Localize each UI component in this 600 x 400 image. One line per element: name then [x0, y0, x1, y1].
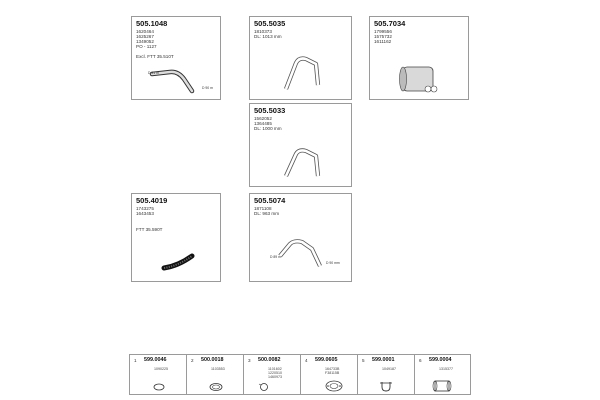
pipe-bend-drawing: [132, 17, 222, 101]
accessory-ref: 1049187: [382, 367, 396, 371]
flex-hose-drawing: [132, 194, 222, 283]
part-ref: 1575732: [374, 34, 392, 39]
part-note: FTT 35.590T: [136, 227, 163, 232]
pipe-drawing: [250, 104, 353, 188]
accessory-index: 2: [191, 358, 194, 363]
part-ref: DL: 1013 mm: [254, 34, 282, 39]
part-ref: 1810373: [254, 29, 272, 34]
part-card-505-4019[interactable]: [131, 193, 221, 282]
part-ref: 1349052: [136, 39, 154, 44]
part-ref: DL: 963 mm: [254, 211, 280, 216]
muffler-drawing: [370, 17, 470, 101]
part-ref: 1620464: [136, 29, 154, 34]
flange-gasket-icon: [301, 355, 358, 394]
part-card-505-5033[interactable]: [249, 103, 352, 187]
accessory-cell[interactable]: [130, 355, 187, 394]
part-code: 505.1048: [136, 19, 168, 28]
dimension-label: D 89 m: [270, 255, 281, 259]
accessory-ref: F38115B: [325, 371, 340, 375]
dimension-label: D 81 m: [148, 71, 159, 75]
accessory-ref: 1315377: [439, 367, 453, 371]
accessory-cell[interactable]: [244, 355, 301, 394]
accessory-index: 5: [362, 358, 365, 363]
accessory-ref: 164733B: [325, 367, 340, 371]
accessory-index: 6: [419, 358, 422, 363]
part-ref: 1625267: [136, 34, 154, 39]
part-code: 505.7034: [374, 19, 406, 28]
accessory-cell[interactable]: [358, 355, 415, 394]
accessory-ref: 1090225: [154, 367, 168, 371]
part-card-505-7034[interactable]: [369, 16, 469, 100]
part-ref: PO - 1127: [136, 44, 157, 49]
u-bolt-icon: [358, 355, 415, 394]
part-card-505-5035[interactable]: [249, 16, 352, 100]
accessory-ref: 1101602: [268, 367, 282, 371]
gasket-ring-icon: [187, 355, 244, 394]
accessory-code: 599.0001: [372, 357, 395, 363]
sleeve-connector-icon: [415, 355, 472, 394]
accessory-code: 500.0018: [201, 357, 224, 363]
part-ref: 1611162: [374, 39, 392, 44]
accessory-ref: 1460973: [268, 375, 282, 379]
part-card-505-1048[interactable]: [131, 16, 221, 100]
accessory-code: 599.0046: [144, 357, 167, 363]
part-code: 505.4019: [136, 196, 168, 205]
part-ref: 1364485: [254, 121, 272, 126]
accessory-cell[interactable]: [187, 355, 244, 394]
accessory-ref: 1103553: [211, 367, 225, 371]
accessory-code: 599.0605: [315, 357, 338, 363]
part-ref: 1562052: [254, 116, 272, 121]
part-ref: 1799556: [374, 29, 392, 34]
part-ref: 1871108: [254, 206, 272, 211]
part-code: 505.5033: [254, 106, 286, 115]
accessory-ref: 1220510: [268, 371, 282, 375]
part-ref: 1643453: [136, 211, 154, 216]
pipe-drawing: [250, 194, 353, 283]
accessory-code: 500.0082: [258, 357, 281, 363]
part-ref: DL: 1000 mm: [254, 126, 282, 131]
accessory-index: 1: [134, 358, 137, 363]
dimension-label: D 90 mm: [326, 261, 340, 265]
part-note: Excl. FTT 35.510T: [136, 54, 174, 59]
pipe-drawing: [250, 17, 353, 101]
part-ref: 1743275: [136, 206, 154, 211]
accessory-code: 599.0004: [429, 357, 452, 363]
part-card-505-5074[interactable]: [249, 193, 352, 282]
part-code: 505.5074: [254, 196, 286, 205]
dimension-label: D 90 m: [202, 86, 213, 90]
clamp-ring-icon: [244, 355, 301, 394]
accessory-cell[interactable]: [415, 355, 472, 394]
accessory-index: 3: [248, 358, 251, 363]
part-code: 505.5035: [254, 19, 286, 28]
clamp-icon: [130, 355, 187, 394]
accessories-strip: [129, 354, 471, 395]
accessory-cell[interactable]: [301, 355, 358, 394]
accessory-index: 4: [305, 358, 308, 363]
